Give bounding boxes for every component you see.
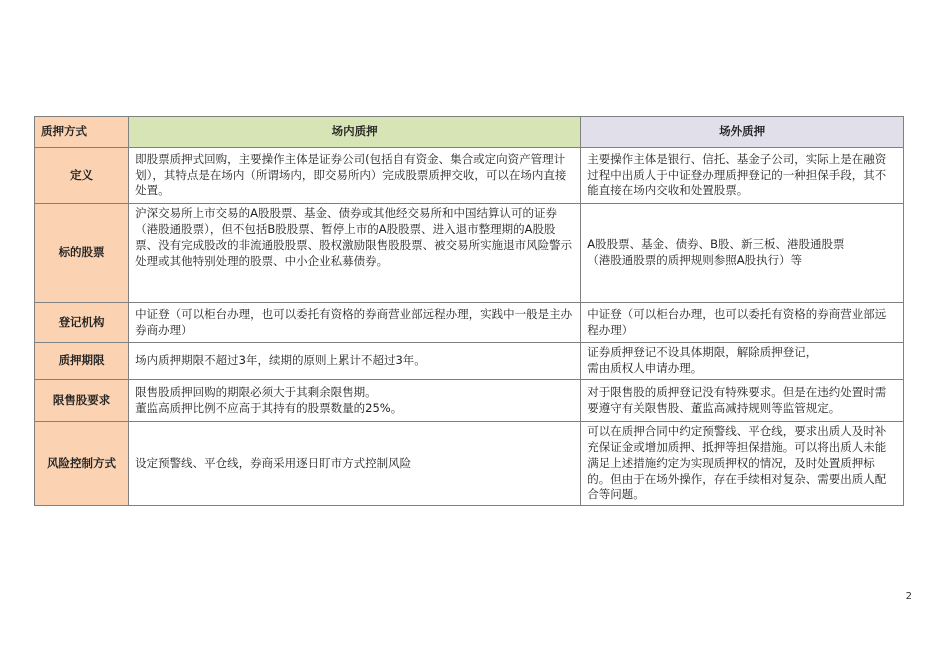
header-on-exchange: 场内质押 bbox=[129, 117, 581, 148]
row-label-registrar: 登记机构 bbox=[35, 303, 129, 343]
table-row-risk-control bbox=[35, 422, 904, 506]
table-header-row bbox=[35, 117, 904, 148]
row-label-target-stocks: 标的股票 bbox=[35, 204, 129, 303]
pledge-term-off-exchange: 证券质押登记不设具体期限，解除质押登记， 需由质权人申请办理。 bbox=[581, 343, 904, 380]
definition-off-exchange: 主要操作主体是银行、信托、基金子公司，实际上是在融资过程中出质人于中证登办理质押登记的一种担保手段，其不能直接在场内交收和处置股票。 bbox=[581, 148, 904, 204]
definition-on-exchange: 即股票质押式回购，主要操作主体是证券公司(包括自有资金、集合或定向资产管理计划），其特点是在场内（所谓场内，即交易所内）完成股票质押交收，可以在场内直接处置。 bbox=[129, 148, 581, 204]
table-row-target-stocks bbox=[35, 204, 904, 303]
header-off-exchange: 场外质押 bbox=[581, 117, 904, 148]
table-row-registrar bbox=[35, 303, 904, 343]
restricted-shares-off-exchange: 对于限售股的质押登记没有特殊要求。但是在违约处置时需要遵守有关限售股、董监高减持规则等监管规定。 bbox=[581, 380, 904, 422]
row-label-pledge-term: 质押期限 bbox=[35, 343, 129, 380]
row-label-risk-control: 风险控制方式 bbox=[35, 422, 129, 506]
registrar-on-exchange: 中证登（可以柜台办理，也可以委托有资格的券商营业部远程办理，实践中一般是主办券商办理） bbox=[129, 303, 581, 343]
row-label-definition: 定义 bbox=[35, 148, 129, 204]
target-stocks-on-exchange: 沪深交易所上市交易的A股股票、基金、债券或其他经交易所和中国结算认可的证券（港股通股票），但不包括B股股票、暂停上市的A股股票、进入退市整理期的A股股票、没有完成股改的非流通股股票、股权激励限售股股票、被交易所实施退市风险警示处理或其他特别处理的股票、中小企业私募债券。 bbox=[129, 204, 581, 303]
header-pledge-method: 质押方式 bbox=[35, 117, 129, 148]
risk-control-off-exchange: 可以在质押合同中约定预警线、平仓线，要求出质人及时补充保证金或增加质押、抵押等担保措施。可以将出质人未能满足上述措施约定为实现质押权的情况，及时处置质押标的。但由于在场外操作，存在手续相对复杂、需要出质人配合等问题。 bbox=[581, 422, 904, 506]
registrar-off-exchange: 中证登（可以柜台办理，也可以委托有资格的券商营业部远程办理） bbox=[581, 303, 904, 343]
restricted-shares-on-exchange: 限售股质押回购的期限必须大于其剩余限售期。 董监高质押比例不应高于其持有的股票数量的25%。 bbox=[129, 380, 581, 422]
target-stocks-off-exchange: A股股票、基金、债券、B股、新三板、港股通股票 （港股通股票的质押规则参照A股执行）等 bbox=[581, 204, 904, 303]
comparison-table bbox=[34, 116, 904, 506]
page-number: 2 bbox=[905, 591, 912, 602]
row-label-restricted-shares: 限售股要求 bbox=[35, 380, 129, 422]
pledge-term-on-exchange: 场内质押期限不超过3年，续期的原则上累计不超过3年。 bbox=[129, 343, 581, 380]
risk-control-on-exchange: 设定预警线、平仓线，券商采用逐日盯市方式控制风险 bbox=[129, 422, 581, 506]
table-row-pledge-term bbox=[35, 343, 904, 380]
table-row-definition bbox=[35, 148, 904, 204]
table-row-restricted-shares bbox=[35, 380, 904, 422]
